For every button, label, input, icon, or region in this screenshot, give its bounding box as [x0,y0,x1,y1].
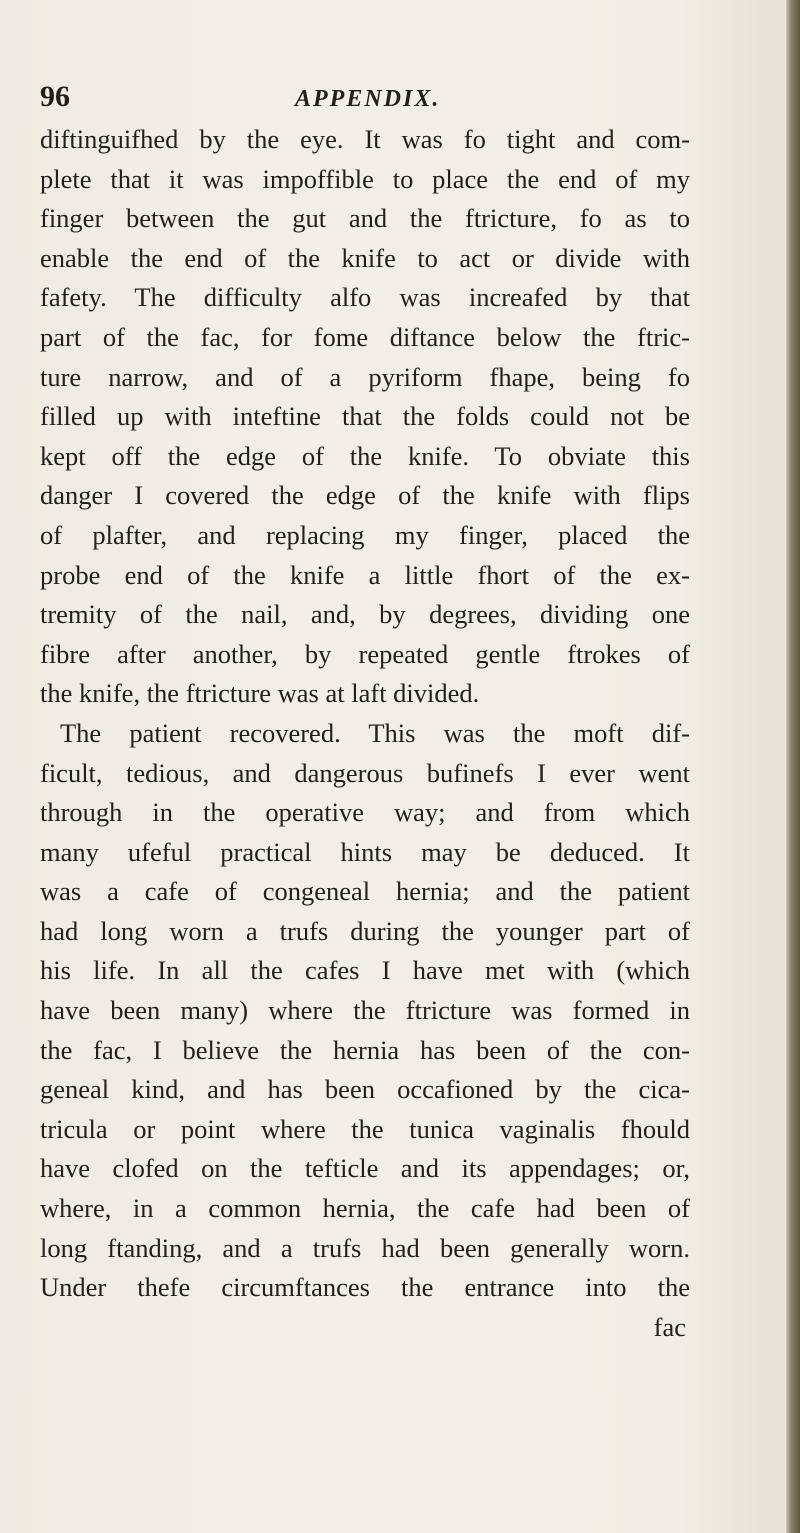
text-line: danger I covered the edge of the knife with flips [40,480,690,511]
text-line: ture narrow, and of a pyriform fhape, being fo [40,361,690,392]
text-line: the knife, the ftricture was at laft divided. [40,678,480,709]
text-line: through in the operative way; and from which [40,797,690,828]
text-line: of plafter, and replacing my finger, placed the [40,519,690,550]
text-line: kept off the edge of the knife. To obviate this [40,440,690,471]
body-text [40,120,690,1347]
page-edge-shadow [786,0,800,1533]
catchword: fac [653,1311,686,1342]
text-line: geneal kind, and has been occafioned by the cica- [40,1074,690,1105]
text-line: fibre after another, by repeated gentle ftrokes of [40,638,690,669]
text-line: have clofed on the tefticle and its appendages; or, [40,1153,690,1184]
text-line: where, in a common hernia, the cafe had been of [40,1193,690,1224]
text-line: plete that it was impoffible to place the end of my [40,163,690,194]
text-line: had long worn a trufs during the younger part of [40,915,690,946]
text-line: part of the fac, for fome diftance below the ftric- [40,321,690,352]
text-line: fafety. The difficulty alfo was increafed by that [40,282,690,313]
page-number: 96 [40,80,70,113]
text-line: diftinguifhed by the eye. It was fo tight and com- [40,124,690,154]
text-line: probe end of the knife a little fhort of the ex- [40,559,690,590]
text-line: was a cafe of congeneal hernia; and the patient [40,876,690,907]
running-head: APPENDIX. [295,86,441,112]
text-line: the fac, I believe the hernia has been of the con- [40,1034,690,1065]
text-line: enable the end of the knife to act or divide with [40,242,690,273]
text-line: tricula or point where the tunica vaginalis fhould [40,1113,690,1144]
text-line: long ftanding, and a trufs had been generally worn. [40,1232,690,1263]
text-line: tremity of the nail, and, by degrees, dividing one [40,599,690,630]
text-line: have been many) where the ftricture was formed in [40,995,690,1026]
text-line: filled up with inteftine that the folds could not be [40,401,690,432]
page-header [40,80,660,120]
text-line: many ufeful practical hints may be deduced. It [40,836,690,867]
text-line: his life. In all the cafes I have met with (which [40,955,690,986]
text-line: The patient recovered. This was the moft dif- [60,717,690,748]
text-line: ficult, tedious, and dangerous bufinefs I ever went [40,757,690,788]
text-line: Under thefe circumftances the entrance into the [40,1272,690,1303]
text-line: finger between the gut and the ftricture, fo as to [40,203,690,234]
